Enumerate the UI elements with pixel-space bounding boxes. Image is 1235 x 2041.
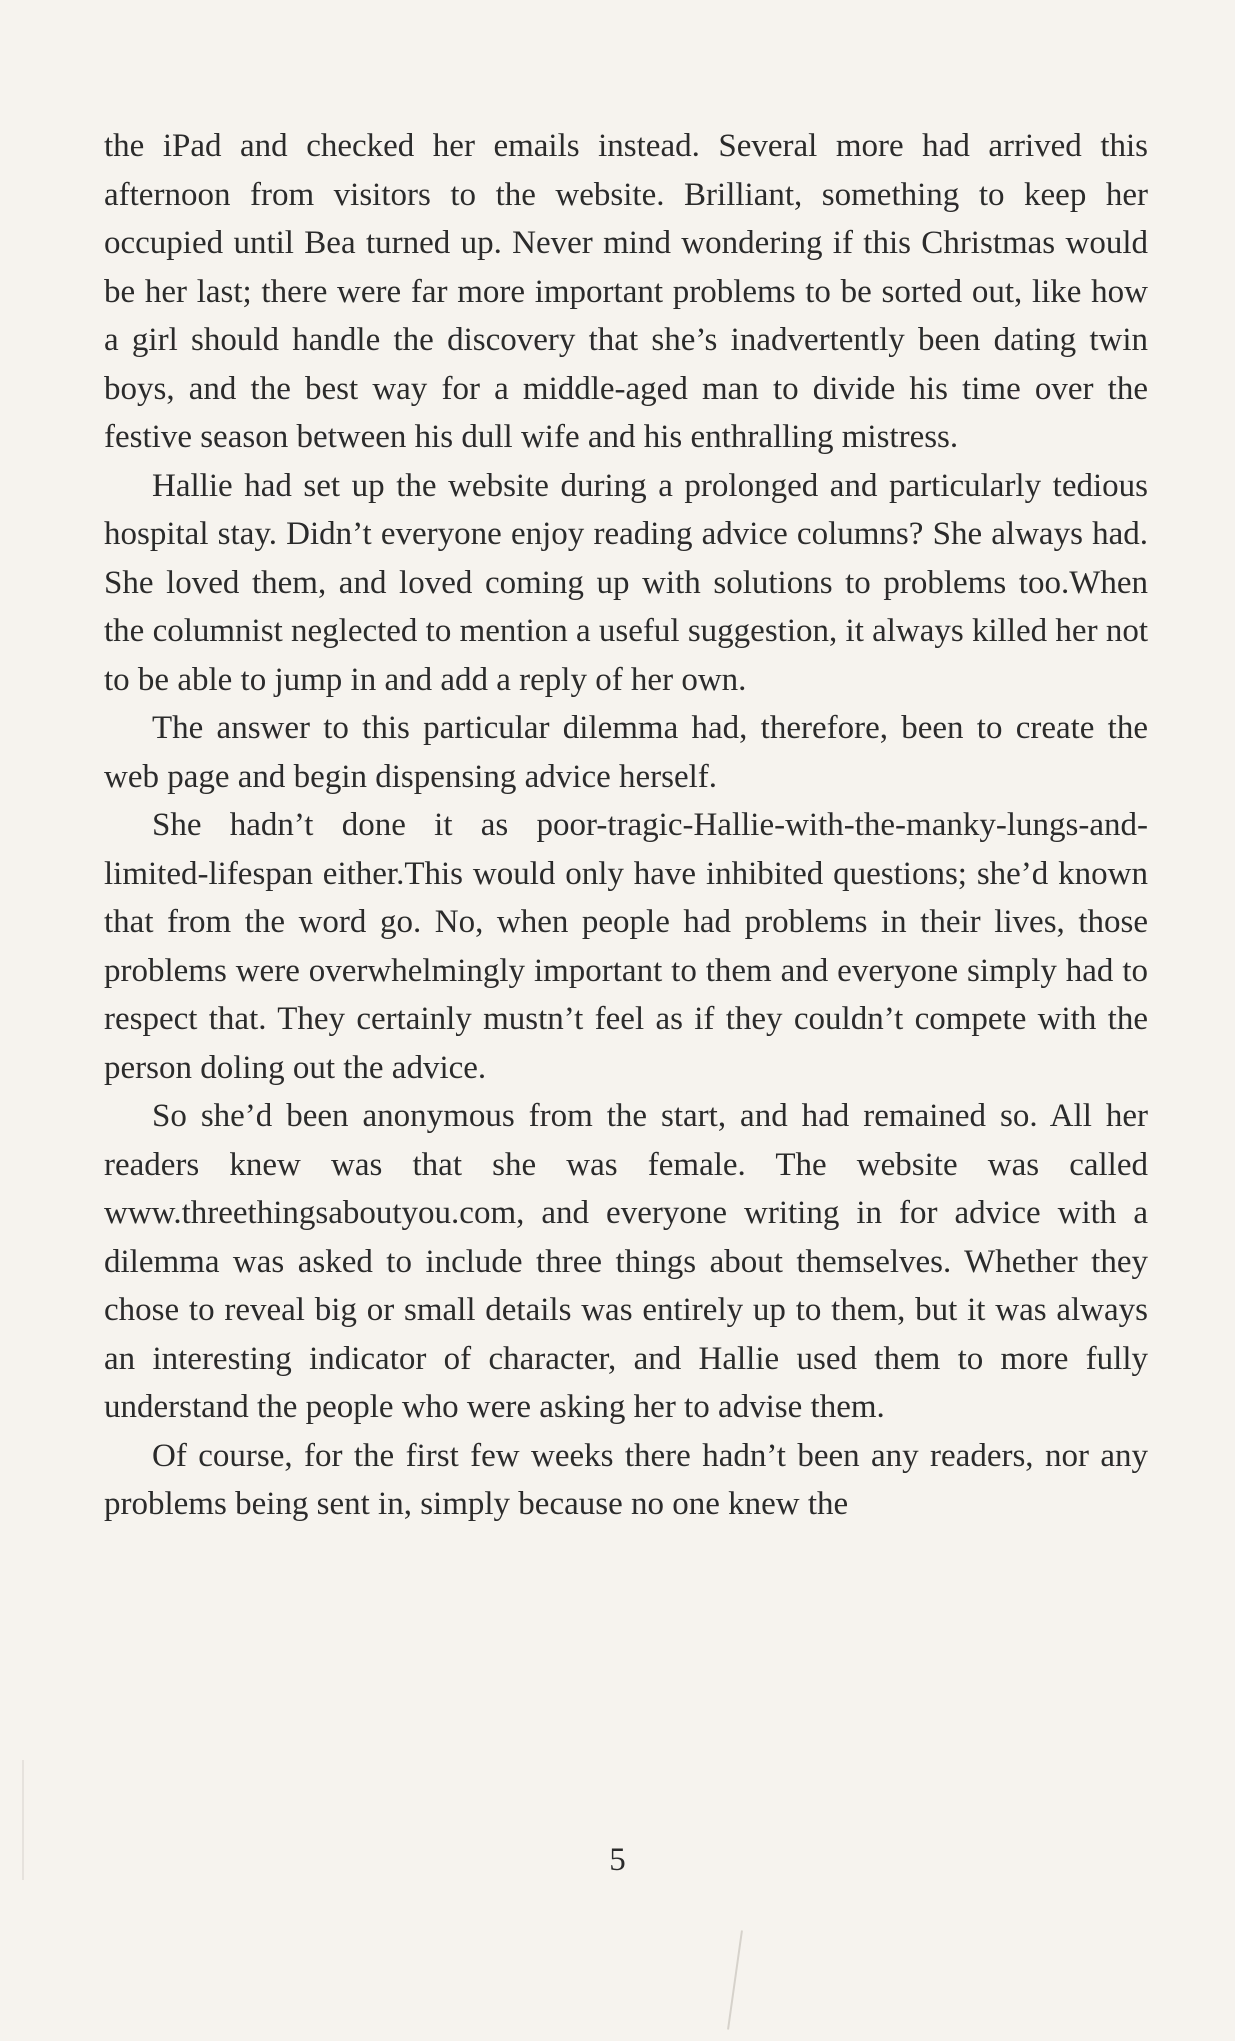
page-number: 5 [609,1842,626,1878]
paragraph-5: So she’d been anonymous from the start, and had remained so. All her readers knew was that she was female. The website was called www.threethingsaboutyou.com, and everyone writing in for advice with a dilemma was asked to include three things about themselves. Whether they chose to reveal big or small details was entirely up to them, but it was always an interesting indicator of character, and Hallie used them to more fully understand the people who were asking her to advise them. [104,1098,1148,1425]
paragraph-6: Of course, for the first few weeks there hadn’t been any readers, nor any problems being sent in, simply because no one knew the [104,1437,1148,1522]
scan-artifact-line [727,1930,743,2029]
paragraph-4: She hadn’t done it as poor-tragic-Hallie-with-the-manky-lungs-and-limited-lifespan either.This would only have inhibited questions; she’d known that from the word go. No, when people had problems in their lives, those problems were overwhelmingly important to them and everyone simply had to respect that. They certainly mustn’t feel as if they couldn’t compete with the person doling out the advice. [104,807,1148,1086]
paragraph-1: the iPad and checked her emails instead. Several more had arrived this afternoon from visitors to the website. Brilliant, something to keep her occupied until Bea turned up. Never mind wondering if this Christmas would be her last; there were far more important problems to be sorted out, like how a girl should handle the discovery that she’s inadvertently been dating twin boys, and the best way for a middle-aged man to divide his time over the festive season between his dull wife and his enthralling mistress. [104,128,1148,455]
body-text [104,122,1148,1529]
paragraph-2: Hallie had set up the website during a prolonged and particularly tedious hospital stay. Didn’t everyone enjoy reading advice columns? She always had. She loved them, and loved coming up with solutions to problems too.When the columnist neglected to mention a useful suggestion, it always killed her not to be able to jump in and add a reply of her own. [104,467,1148,698]
paragraph-3: The answer to this particular dilemma had, therefore, been to create the web page and begin dispensing advice herself. [104,710,1148,795]
scan-artifact-line [22,1760,24,1880]
